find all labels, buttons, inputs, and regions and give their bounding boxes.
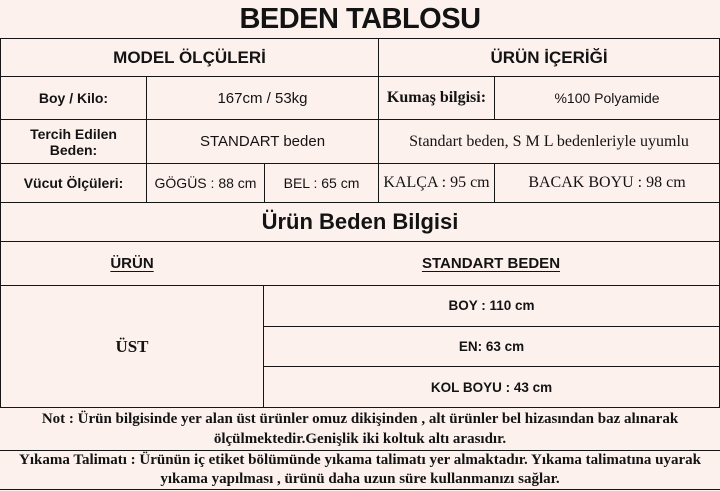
row-boy-kilo (0, 76, 720, 119)
product-name-ust: ÜST (115, 336, 149, 356)
kumas-bilgisi-value: %100 Polyamide (494, 77, 719, 119)
tercih-value: STANDART beden (146, 120, 378, 163)
vucut-label: Vücut Ölçüleri: (23, 175, 124, 191)
vucut-gogus: GÖGÜS : 88 cm (146, 164, 264, 202)
vucut-bel: BEL : 65 cm (264, 164, 378, 202)
tercih-label: Tercih Edilen Beden: (30, 125, 117, 158)
page-title-text: BEDEN TABLOSU (239, 2, 481, 35)
table-header-row (0, 38, 720, 76)
note-olcum (0, 407, 720, 450)
boy-kilo-label: Boy / Kilo: (38, 90, 109, 106)
row-ust-measurements (0, 285, 720, 407)
measurement-boy: BOY : 110 cm (448, 298, 535, 314)
note-olcum-text: Not : Ürün bilgisinde yer alan üst ürünler omuz dikişinden , alt ürünler bel hizasından baz alınarak ölçülmektedir.Genişlik iki koltuk altı arasıdır. (41, 411, 679, 447)
tercih-uyum-text: Standart beden, S M L bedenleriyle uyumlu (378, 120, 719, 163)
measurement-list (263, 286, 719, 407)
note-yikama-talimati (0, 450, 720, 490)
section-title-text: Ürün Beden Bilgisi (261, 209, 459, 234)
row-tercih-edilen-beden (0, 119, 720, 163)
row-size-col-headers (0, 241, 720, 285)
boy-kilo-value: 167cm / 53kg (146, 77, 378, 119)
kumas-bilgisi-label: Kumaş bilgisi: (378, 77, 494, 119)
header-urun-icerigi: ÜRÜN İÇERİĞİ (378, 39, 719, 76)
page-title (0, 0, 720, 38)
note-yikama-text: Yıkama Talimatı : Ürünün iç etiket bölümünde yıkama talimatı yer almaktadır. Yıkama talimatına uyarak yıkama yapılması , ürünü daha uzun süre kullanmanızı sağlar. (19, 452, 701, 487)
measurement-en: EN: 63 cm (264, 326, 719, 367)
row-vucut-olculeri (0, 163, 720, 202)
vucut-bacak-boyu: BACAK BOYU : 98 cm (494, 164, 719, 202)
measurement-kol-boyu: KOL BOYU : 43 cm (264, 366, 719, 407)
col-header-standart-beden: STANDART BEDEN (421, 255, 561, 272)
section-title-urun-beden-bilgisi (0, 202, 720, 241)
vucut-kalca: KALÇA : 95 cm (378, 164, 494, 202)
col-header-urun: ÜRÜN (110, 255, 154, 272)
header-model-olculeri: MODEL ÖLÇÜLERİ (113, 47, 266, 67)
